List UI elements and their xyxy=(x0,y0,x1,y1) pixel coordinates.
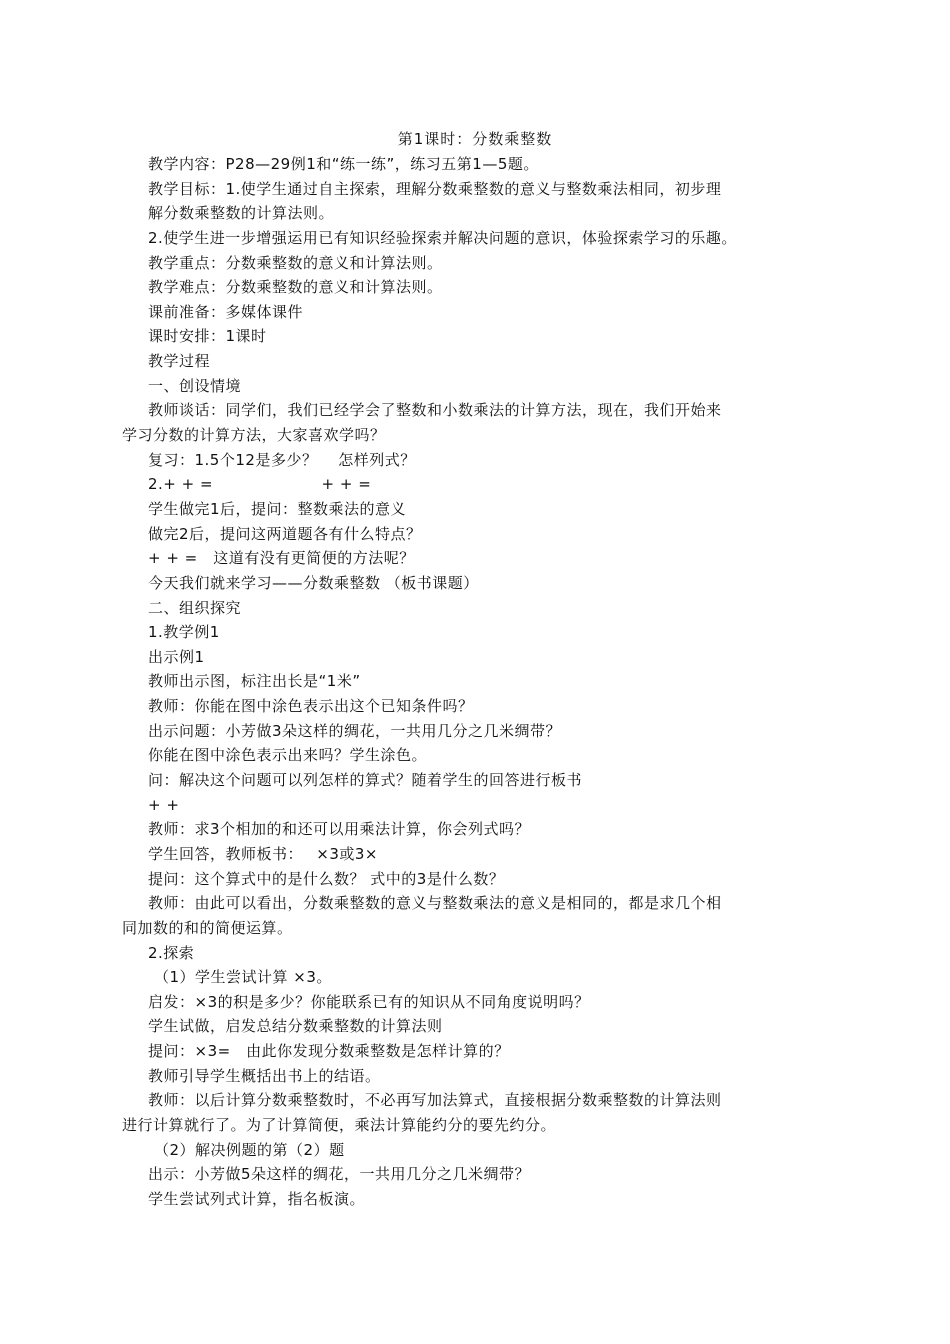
paragraph-line: 做完2后，提问这两道题各有什么特点？ xyxy=(148,524,422,543)
paragraph-line: 教学目标：1.使学生通过自主探索，理解分数乘整数的意义与整数乘法相同，初步理 xyxy=(148,179,722,198)
paragraph-line: 教师：由此可以看出，分数乘整数的意义与整数乘法的意义是相同的，都是求几个相 xyxy=(148,894,722,913)
paragraph-line: 2.使学生进一步增强运用已有知识经验探索并解决问题的意识，体验探索学习的乐趣。 xyxy=(148,228,737,247)
paragraph-line: 1.教学例1 xyxy=(148,623,220,642)
paragraph-line: 复习：1.5个12是多少？ 怎样列式？ xyxy=(148,450,416,469)
paragraph-line: 学习分数的计算方法，大家喜欢学吗？ xyxy=(122,426,386,445)
paragraph-line: 课前准备：多媒体课件 xyxy=(148,302,304,321)
section-heading: 一、创设情境 xyxy=(148,376,242,395)
paragraph-line: 学生做完1后，提问：整数乘法的意义 xyxy=(148,499,407,518)
paragraph-line: 教学难点：分数乘整数的意义和计算法则。 xyxy=(148,278,443,297)
paragraph-line: 教学重点：分数乘整数的意义和计算法则。 xyxy=(148,253,443,272)
paragraph-line: （2）解决例题的第（2）题 xyxy=(154,1140,345,1159)
paragraph-line: 2.+ + = + + = xyxy=(148,475,372,494)
paragraph-line: 你能在图中涂色表示出来吗？学生涂色。 xyxy=(148,746,428,765)
paragraph-line: （1）学生尝试计算 ×3。 xyxy=(154,968,332,987)
paragraph-line: 教师谈话：同学们，我们已经学会了整数和小数乘法的计算方法，现在，我们开始来 xyxy=(148,401,722,420)
paragraph-line: 提问：×3= 由此你发现分数乘整数是怎样计算的？ xyxy=(148,1042,510,1061)
paragraph-line: 教师：求3个相加的和还可以用乘法计算，你会列式吗？ xyxy=(148,820,531,839)
paragraph-line: 解分数乘整数的计算法则。 xyxy=(148,204,335,223)
paragraph-line: 今天我们就来学习——分数乘整数 （板书课题） xyxy=(148,573,479,592)
body-text xyxy=(122,152,818,1212)
paragraph-line: 教师：以后计算分数乘整数时，不必再写加法算式，直接根据分数乘整数的计算法则 xyxy=(148,1091,722,1110)
paragraph-line: 出示问题：小芳做3朵这样的绸花，一共用几分之几米绸带？ xyxy=(148,721,562,740)
paragraph-line: 出示例1 xyxy=(148,647,205,666)
page-title: 第1课时：分数乘整数 xyxy=(397,130,553,148)
paragraph-line: 进行计算就行了。为了计算简便，乘法计算能约分的要先约分。 xyxy=(122,1115,557,1134)
paragraph-line: + + = 这道有没有更简便的方法呢？ xyxy=(148,549,415,568)
paragraph-line: 教师出示图，标注出长是“1米” xyxy=(148,672,361,691)
paragraph-line: 教师引导学生概括出书上的结语。 xyxy=(148,1066,381,1085)
paragraph-line: 启发：×3的积是多少？你能联系已有的知识从不同角度说明吗？ xyxy=(148,992,590,1011)
paragraph-line: 同加数的和的简便运算。 xyxy=(122,918,293,937)
paragraph-line: 出示：小芳做5朵这样的绸花，一共用几分之几米绸带？ xyxy=(148,1165,531,1184)
paragraph-line: 提问：这个算式中的是什么数？ 式中的3是什么数？ xyxy=(148,869,505,888)
paragraph-line: 问：解决这个问题可以列怎样的算式？随着学生的回答进行板书 xyxy=(148,771,583,790)
section-heading: 教学过程 xyxy=(148,352,211,371)
paragraph-line: 课时安排：1课时 xyxy=(148,327,267,346)
paragraph-line: 学生试做，启发总结分数乘整数的计算法则 xyxy=(148,1017,443,1036)
section-heading: 二、组织探究 xyxy=(148,598,242,617)
paragraph-line: 学生回答，教师板书： ×3或3× xyxy=(148,844,378,863)
paragraph-line: 教师：你能在图中涂色表示出这个已知条件吗？ xyxy=(148,697,474,716)
paragraph-line: + + xyxy=(148,795,180,814)
paragraph-line: 教学内容：P28—29例1和“练一练”，练习五第1—5题。 xyxy=(148,155,539,173)
paragraph-line: 2.探索 xyxy=(148,943,195,962)
paragraph-line: 学生尝试列式计算，指名板演。 xyxy=(148,1189,366,1208)
